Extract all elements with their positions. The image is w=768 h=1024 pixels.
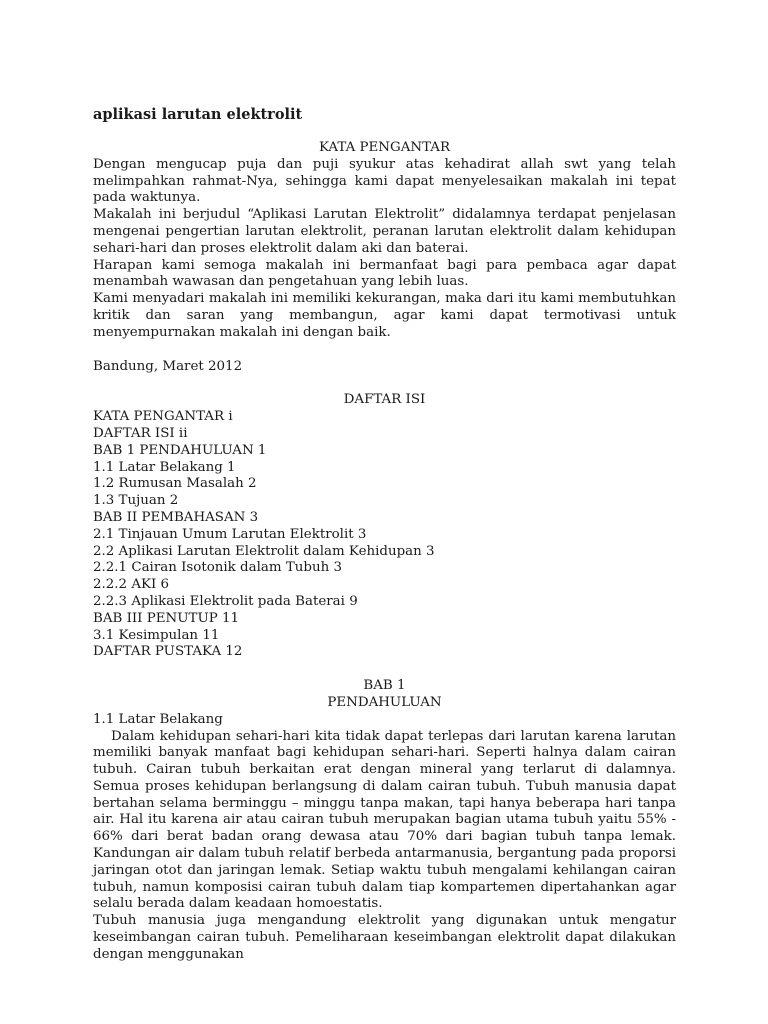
- toc-item: 2.1 Tinjauan Umum Larutan Elektrolit 3: [93, 526, 367, 542]
- toc-item: 2.2 Aplikasi Larutan Elektrolit dalam Kehidupan 3: [93, 543, 435, 559]
- toc-item: BAB II PEMBAHASAN 3: [93, 509, 259, 525]
- toc-list: [93, 409, 676, 661]
- foreword-paragraph: Kami menyadari makalah ini memiliki kekurangan, maka dari itu kami membutuhkan kritik dan saran yang membangun, agar kami dapat termotivasi untuk menyempurnakan makalah ini dengan baik.: [93, 291, 676, 340]
- toc-item: 1.3 Tujuan 2: [93, 493, 179, 509]
- toc-item: DAFTAR ISI ii: [93, 425, 188, 441]
- table-of-contents: [93, 392, 676, 661]
- foreword-section: [93, 140, 676, 375]
- toc-item: DAFTAR PUSTAKA 12: [93, 644, 243, 660]
- foreword-heading: KATA PENGANTAR: [318, 140, 451, 155]
- toc-item: 1.1 Latar Belakang 1: [93, 459, 236, 475]
- toc-item: BAB III PENUTUP 11: [93, 610, 240, 626]
- spacer: [93, 661, 676, 678]
- toc-item: BAB 1 PENDAHULUAN 1: [93, 442, 267, 458]
- spacer: [93, 375, 676, 392]
- toc-item: KATA PENGANTAR i: [93, 409, 233, 425]
- chapter-title: PENDAHULUAN: [327, 694, 442, 710]
- chapter-1-section: [93, 678, 676, 964]
- foreword-paragraph: Dengan mengucap puja dan puji syukur atas kehadirat allah swt yang telah melimpahkan rahmat-Nya, sehingga kami dapat menyelesaikan makalah ini tepat pada waktunya.: [93, 156, 676, 206]
- place-date: Bandung, Maret 2012: [93, 358, 243, 374]
- toc-item: 2.2.3 Aplikasi Elektrolit pada Baterai 9: [93, 593, 358, 609]
- toc-item: 2.2.2 AKI 6: [93, 577, 170, 593]
- chapter-number: BAB 1: [363, 678, 406, 694]
- toc-item: 1.2 Rumusan Masalah 2: [93, 476, 257, 492]
- section-subheading: 1.1 Latar Belakang: [93, 711, 223, 727]
- foreword-paragraph: Makalah ini berjudul “Aplikasi Larutan Elektrolit” didalamnya terdapat penjelasan mengenai pengertian larutan elektrolit, peranan larutan elektrolit dalam kehidupan sehari-hari dan proses elektrolit dalam aki dan baterai.: [93, 207, 676, 256]
- spacer: [93, 342, 676, 359]
- chapter-paragraph: Tubuh manusia juga mengandung elektrolit yang digunakan untuk mengatur keseimbangan cairan tubuh. Pemeliharaan keseimbangan elektrolit dapat dilakukan dengan menggunakan: [93, 913, 676, 962]
- toc-heading: DAFTAR ISI: [343, 392, 426, 408]
- document-body: [93, 140, 676, 964]
- toc-item: 3.1 Kesimpulan 11: [93, 627, 220, 643]
- document-title: aplikasi larutan elektrolit: [93, 106, 303, 123]
- toc-item: 2.2.1 Cairan Isotonik dalam Tubuh 3: [93, 560, 342, 576]
- chapter-paragraph: Dalam kehidupan sehari-hari kita tidak dapat terlepas dari larutan karena larutan memiliki banyak manfaat bagi kehidupan sehari-hari. Seperti halnya dalam cairan tubuh. Cairan tubuh berkaitan erat dengan mineral yang terlarut di dalamnya. Semua proses kehidupan berlangsung di dalam cairan tubuh. Tubuh manusia dapat bertahan selama berminggu – minggu tanpa makan, tapi hanya beberapa hari tanpa air. Hal itu karena air atau cairan tubuh merupakan bagian utama tubuh yaitu 55% - 66% dari berat badan orang dewasa atau 70% dari bagian tubuh tanpa lemak. Kandungan air dalam tubuh relatif berbeda antarmanusia, bergantung pada proporsi jaringan otot dan jaringan lemak. Setiap waktu tubuh mengalami kehilangan cairan tubuh, namun komposisi cairan tubuh dalam tiap kompartemen dipertahankan agar selalu berada dalam keadaan homoestatis.: [93, 728, 676, 912]
- foreword-paragraph: Harapan kami semoga makalah ini bermanfaat bagi para pembaca agar dapat menambah wawasan dan pengetahuan yang lebih luas.: [93, 257, 676, 290]
